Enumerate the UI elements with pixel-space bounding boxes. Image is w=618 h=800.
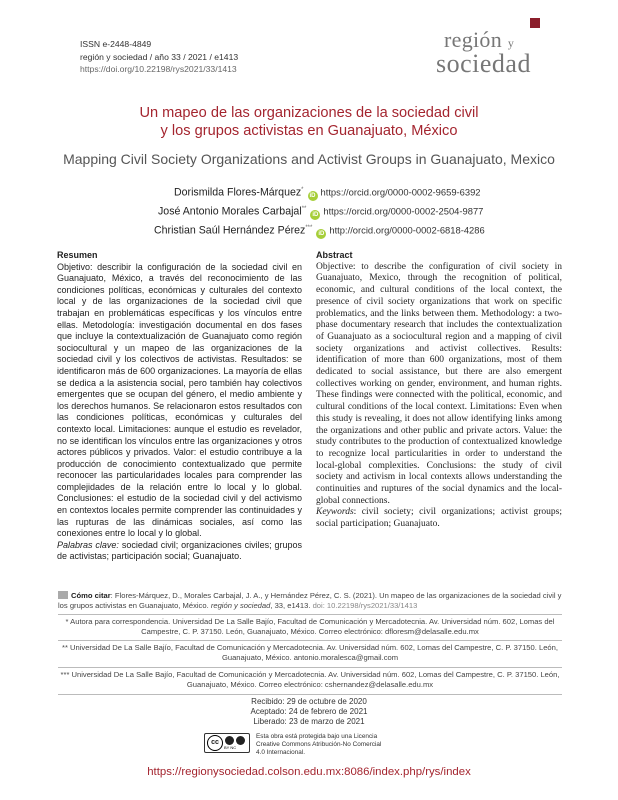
journal-url-link[interactable]: https://regionysociedad.colson.edu.mx:8086/index.php/rys/index [147, 766, 471, 778]
orcid-icon: iD [309, 192, 316, 199]
orcid-link[interactable]: https://orcid.org/0000-0002-2504-9877 [323, 205, 484, 217]
abstract-keywords [316, 507, 562, 530]
resumen-body: Objetivo: describir la configuración de la sociedad civil en Guanajuato, México, a través del reconocimiento de las condiciones políticas, económicas y culturales del contexto local y de las organizaciones de la sociedad civil que trabajan en problemáticas específicas y los vínculos entre ellas. Metodología: investigación documental en dos fases que incluye la contextualización de Guanajuato como región sociocultural y un mapeo de las organizaciones de la sociedad civil y los colectivos de activistas. Resultados: se identificaron más de 600 organizaciones. La mayoría de ellas se dedica a la asistencia social, pero también hay colectivos emergentes que se ocupan del género, el medio ambiente y los derechos humanos. Se relacionaron estos resultados con las condiciones políticas, económicas y culturales del contexto local. Limitaciones: aunque el estudio es revelador, no se identifican los vínculos entre las organizaciones y otros actores públicos y privados. Valor: el estudio contribuye a la producción de conocimiento contextualizado que permite reconocer las particularidades locales para comprender las complejidades de la relación entre lo local y lo global. Conclusiones: el estudio de la sociedad civil y del activismo en contextos locales permite comprender las continuidades y las rupturas de las dinámicas sociales, así como las conexiones entre lo local y lo global. [57, 261, 302, 539]
cite-journal: región y sociedad [210, 601, 271, 610]
accepted-date: Aceptado: 24 de febrero de 2021 [250, 706, 368, 716]
publication-dates [150, 697, 468, 726]
author-footnote-mark: ** [301, 206, 307, 213]
author-row [170, 182, 570, 201]
license-line: 4.0 Internacional. [256, 748, 306, 756]
abstract-column [316, 250, 562, 531]
cc-badge-text: BY NC [224, 745, 237, 750]
logo-line-1: región y [444, 27, 515, 52]
logo-accent-square [530, 18, 540, 28]
cc-by-icon [225, 736, 234, 745]
how-to-cite [58, 591, 562, 611]
orcid-icon: iD [312, 211, 319, 218]
divider [58, 667, 562, 668]
orcid-link[interactable]: http://orcid.org/0000-0002-6818-4286 [329, 224, 485, 236]
author-footnote-mark: *** [305, 225, 313, 232]
author-footnote-mark: * [301, 187, 304, 193]
cite-text: : Flores-Márquez, D., Morales Carbajal, J. A., y Hernández Pérez, C. S. (2021). Un mapeo de las organizaciones de la sociedad civil y los grupos activistas en Guanajuato, México. [58, 591, 562, 610]
resumen-heading: Resumen [57, 250, 98, 260]
author-name: José Antonio Morales Carbajal [158, 205, 302, 218]
title-english: Mapping Civil Society Organizations and Activist Groups in Guanajuato, Mexico [63, 151, 555, 167]
author-name: Christian Saúl Hernández Pérez [154, 224, 306, 237]
cite-label: Cómo citar [71, 591, 111, 600]
cite-marker [58, 591, 68, 599]
title-spanish [60, 104, 558, 140]
affiliation-2: ** Universidad De La Salle Bajío, Facultad de Comunicación y Mercadotecnia. Av. Universidad núm. 602, Lomas del Campestre, C. P. 37150. León, Guanajuato, México. antonio.moralesca@gmail.com [62, 643, 558, 663]
title-spanish-line-2: y los grupos activistas en Guanajuato, México [160, 123, 458, 139]
cite-doi[interactable]: doi: 10.22198/rys2021/33/1413 [312, 601, 418, 610]
keywords-text: : civil society; civil organizations; activist groups; social participation; Guanajuato. [316, 507, 562, 530]
license-line: Esta obra está protegida bajo una Licencia [256, 733, 378, 740]
received-date: Recibido: 29 de octubre de 2020 [251, 697, 367, 706]
cc-nc-icon [236, 736, 245, 745]
abstract-heading: Abstract [316, 250, 353, 260]
logo-line-2: sociedad [436, 49, 531, 78]
keywords-text: sociedad civil; organizaciones civiles; grupos de activistas; participación social; Guanajuato. [57, 539, 302, 562]
divider [58, 640, 562, 641]
license-text [256, 733, 406, 756]
author-row [158, 201, 570, 220]
keywords-label: Keywords [316, 507, 354, 518]
author-name: Dorismilda Flores-Márquez [174, 186, 302, 199]
released-date: Liberado: 23 de marzo de 2021 [253, 716, 365, 726]
divider [58, 614, 562, 615]
orcid-link[interactable]: https://orcid.org/0000-0002-9659-6392 [320, 186, 481, 198]
issn: ISSN e-2448-4849 [80, 39, 152, 49]
doi-link[interactable]: https://doi.org/10.22198/rys2021/33/1413 [80, 64, 237, 74]
creative-commons-badge[interactable] [204, 733, 250, 753]
author-row [154, 220, 570, 239]
author-list [154, 182, 570, 239]
journal-volume-line: región y sociedad / año 33 / 2021 / e1413 [80, 51, 239, 62]
affiliation-3: *** Universidad De La Salle Bajío, Facultad de Comunicación y Mercadotecnia. Av. Universidad núm. 602, Lomas del Campestre, C. P. 37150. León, Guanajuato, México. Correo electrónico: cshernandez@delasalle.edu.mx [60, 670, 560, 690]
abstract-body: Objective: to describe the configuration of civil society in Guanajuato, Mexico, through the recognition of political, economic, and cultural conditions of the local context, the presence of civil society organizations that work on specific problematics, and the links between them. Methodology: a two-phase documentary research that includes the contextualization of Guanajuato as a sociocultural region and a mapping of civil society organizations and activist collectives. Results: identification of more than 600 organizations, most of them dedicated to social assistance, but there are also emergent collectives working on gender, environment, and human rights. These findings were connected with the political, economic, and cultural conditions of the local context. Limitations: Even when this study is revealing, it does not allow identifying links among the organizations and other public and private actors. Value: the study contributes to the production of contextualized knowledge to recognize local particularities in order to understand the local-global complexities. Conclusions: the study of civil society and activism in local contexts allows understanding the continuities and ruptures of the social dynamics and the local-global connections. [316, 261, 562, 506]
affiliation-1: * Autora para correspondencia. Universidad De La Salle Bajío, Facultad de Comunicación y Mercadotecnia. Av. Universidad núm. 602, Lomas del Campestre, C. P. 37150. León, Guanajuato, México. Correo electrónico: dfloresm@delasalle.edu.mx [65, 617, 555, 637]
orcid-icon: iD [318, 230, 325, 237]
resumen-keywords [57, 540, 302, 563]
title-spanish-line-1: Un mapeo de las organizaciones de la sociedad civil [139, 105, 479, 121]
divider [58, 694, 562, 695]
cite-volume: , 33, e1413. [270, 601, 313, 610]
journal-metadata [80, 38, 238, 76]
license-line: Creative Commons Atribución-No Comercial [256, 740, 382, 748]
resumen-column [57, 250, 302, 563]
keywords-label: Palabras clave: [57, 539, 119, 550]
journal-logo [436, 16, 546, 86]
cc-icon: cc [207, 735, 223, 751]
